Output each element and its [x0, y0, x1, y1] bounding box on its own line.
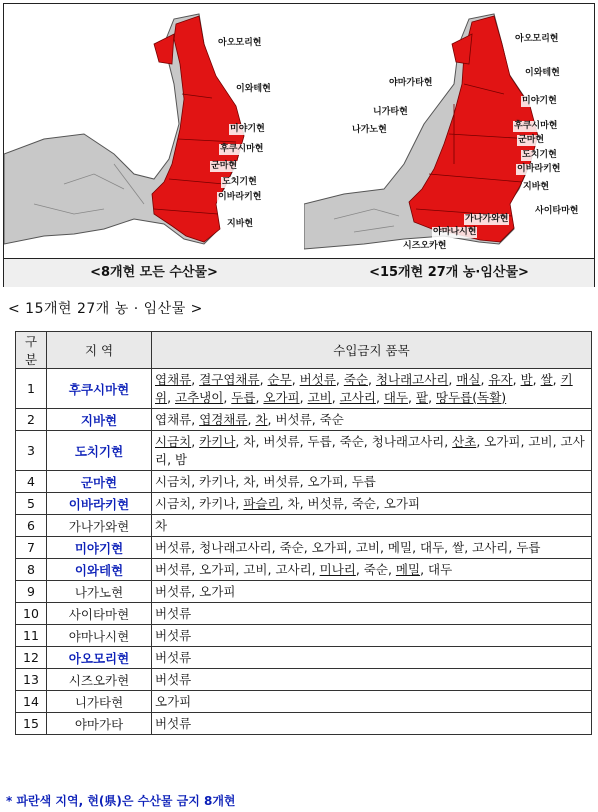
item-text: 버섯류, 오가피 [155, 583, 236, 599]
item-text: 카키나 [199, 433, 236, 449]
row-items [152, 625, 592, 647]
item-text: 두릅 [231, 389, 256, 405]
map-label: 이와테현 [525, 68, 560, 78]
map-caption-left: <8개현 모든 수산물> [4, 258, 305, 287]
row-region: 도치기현 [47, 431, 152, 471]
row-region: 시즈오카현 [47, 669, 152, 691]
row-number: 6 [16, 515, 47, 537]
item-text: 오가피 [155, 693, 192, 709]
table-row [16, 581, 592, 603]
row-number: 15 [16, 713, 47, 735]
map-label: 군마현 [211, 161, 238, 171]
row-items [152, 581, 592, 603]
item-text: , [552, 371, 561, 387]
map-label: 시즈오카현 [403, 241, 447, 251]
map-label: 지바현 [523, 182, 550, 192]
map-label: 도치기현 [222, 177, 257, 187]
row-number: 3 [16, 431, 47, 471]
row-items [152, 713, 592, 735]
table-body [16, 369, 592, 735]
item-text: 고사리 [339, 389, 376, 405]
item-text: 죽순 [343, 371, 368, 387]
map-label: 가나가와현 [465, 214, 509, 224]
item-text: 고비 [307, 389, 332, 405]
item-text: 버섯류 [155, 627, 192, 643]
row-items [152, 431, 592, 471]
row-number: 13 [16, 669, 47, 691]
item-text: , 죽순, [355, 561, 396, 577]
item-text: 버섯류 [155, 715, 192, 731]
map-label: 아오모리현 [218, 38, 262, 48]
item-text: 엽채류 [155, 371, 192, 387]
row-items [152, 603, 592, 625]
row-items [152, 493, 592, 515]
row-region: 후쿠시마현 [47, 369, 152, 409]
item-text: 미나리 [319, 561, 356, 577]
map-label: 아오모리현 [515, 34, 559, 44]
item-text: 시금치 [155, 433, 192, 449]
item-text: , 차, 버섯류, 죽순, 오가피 [279, 495, 421, 511]
item-text: , [408, 389, 416, 405]
row-region: 사이타마현 [47, 603, 152, 625]
row-region: 니가타현 [47, 691, 152, 713]
item-text: 팥 [416, 389, 429, 405]
row-region: 미야기현 [47, 537, 152, 559]
item-text: 엽경채류 [199, 411, 248, 427]
row-number: 12 [16, 647, 47, 669]
map-label: 후쿠시마현 [514, 121, 558, 131]
item-text: 파슬리 [243, 495, 280, 511]
item-text: 키위 [155, 371, 573, 405]
item-text: , [532, 371, 541, 387]
table-subtitle: < 15개현 27개 농 · 임산물 > [8, 301, 203, 317]
item-text: 산초 [452, 433, 477, 449]
table-row [16, 603, 592, 625]
table-row [16, 431, 592, 471]
row-number: 14 [16, 691, 47, 713]
row-region: 이와테현 [47, 559, 152, 581]
row-items [152, 559, 592, 581]
item-text: 버섯류 [155, 671, 192, 687]
map-caption-right: <15개현 27개 농·임산물> [304, 258, 594, 287]
item-text: 메밀 [395, 561, 421, 577]
item-text: 버섯류, 오가피, 고비, 고사리, [155, 561, 320, 577]
map-label: 이와테현 [236, 84, 271, 94]
map-label: 니가타현 [373, 107, 408, 117]
table-row [16, 625, 592, 647]
row-region: 지바현 [47, 409, 152, 431]
row-region: 군마현 [47, 471, 152, 493]
row-number: 4 [16, 471, 47, 493]
item-text: 차 [155, 517, 168, 533]
header-items: 수입금지 품목 [152, 332, 592, 369]
table-row [16, 409, 592, 431]
item-text: 고추냉이 [175, 389, 224, 405]
item-text: 차 [255, 411, 268, 427]
item-text: 오가피 [263, 389, 300, 405]
table-row [16, 369, 592, 409]
item-text: , [428, 389, 437, 405]
map-label: 지바현 [227, 219, 254, 229]
map-label: 야마가타현 [389, 78, 433, 88]
map-label: 미야기현 [230, 124, 265, 134]
item-text: 밤 [520, 371, 533, 387]
row-number: 9 [16, 581, 47, 603]
map-label: 사이타마현 [535, 206, 579, 216]
item-text: , 차, 버섯류, 두릅, 죽순, 청나래고사리, [235, 433, 453, 449]
row-items [152, 515, 592, 537]
item-text: 순무 [267, 371, 292, 387]
item-text: , [480, 371, 489, 387]
row-items [152, 647, 592, 669]
footnote: * 파란색 지역, 현(県)은 수산물 금지 8개현 [6, 794, 236, 808]
row-items [152, 691, 592, 713]
map-panel [3, 3, 595, 287]
item-text: 대두 [383, 389, 409, 405]
map-label: 이바라키현 [517, 164, 561, 174]
item-text: , 오가피, 고비, 고사리, 밤 [155, 433, 585, 467]
item-text: , [255, 389, 264, 405]
item-text: 결구엽채류 [199, 371, 260, 387]
item-text: 시금치, 카키나, [155, 495, 244, 511]
table-row [16, 493, 592, 515]
item-text: , [167, 389, 176, 405]
row-number: 8 [16, 559, 47, 581]
item-text: , [191, 371, 200, 387]
item-text: 매실 [456, 371, 481, 387]
map-label: 이바라키현 [218, 192, 262, 202]
table-row [16, 669, 592, 691]
item-text: , [375, 389, 384, 405]
row-items [152, 409, 592, 431]
row-items [152, 471, 592, 493]
header-region: 지 역 [47, 332, 152, 369]
map-15-prefectures [304, 4, 594, 258]
row-number: 2 [16, 409, 47, 431]
item-text: 버섯류 [155, 649, 192, 665]
map-label: 나가노현 [352, 125, 387, 135]
map-label: 야마나시현 [433, 227, 477, 237]
item-text: 버섯류 [155, 605, 192, 621]
item-text: , [291, 371, 300, 387]
item-text: 쌀 [540, 371, 553, 387]
row-number: 5 [16, 493, 47, 515]
map-label: 도치기현 [522, 150, 557, 160]
item-text: 엽채류, [155, 411, 200, 427]
row-number: 1 [16, 369, 47, 409]
row-number: 11 [16, 625, 47, 647]
item-text: , 대두 [420, 561, 453, 577]
header-no: 구분 [16, 332, 47, 369]
item-text: , [512, 371, 521, 387]
item-text: , [247, 411, 256, 427]
map-label: 후쿠시마현 [220, 144, 264, 154]
map-label: 군마현 [518, 135, 545, 145]
table-header-row [16, 332, 592, 369]
item-text: , [299, 389, 308, 405]
row-region: 나가노현 [47, 581, 152, 603]
row-region: 가나가와현 [47, 515, 152, 537]
item-text: , [367, 371, 376, 387]
item-text: 청나래고사리 [375, 371, 449, 387]
table-row [16, 691, 592, 713]
item-text: , [191, 433, 200, 449]
map-8-prefectures [4, 4, 305, 258]
row-items [152, 369, 592, 409]
item-text: , [448, 371, 457, 387]
map-label: 미야기현 [522, 96, 557, 106]
item-text: , [331, 389, 340, 405]
import-ban-table [15, 331, 592, 735]
item-text: 버섯류 [299, 371, 336, 387]
item-text: , [335, 371, 344, 387]
row-region: 야마가타 [47, 713, 152, 735]
item-text: 버섯류, 청나래고사리, 죽순, 오가피, 고비, 메밀, 대두, 쌀, 고사리, 두릅 [155, 539, 541, 555]
table-row [16, 713, 592, 735]
item-text: , [259, 371, 268, 387]
table-row [16, 515, 592, 537]
item-text: , 버섯류, 죽순 [267, 411, 344, 427]
row-number: 7 [16, 537, 47, 559]
row-region: 이바라키현 [47, 493, 152, 515]
item-text: 땅두릅(독활) [436, 389, 507, 405]
item-text: , [223, 389, 232, 405]
item-text: 시금치, 카키나, 차, 버섯류, 오가피, 두릅 [155, 473, 376, 489]
item-text: 유자 [488, 371, 513, 387]
row-region: 아오모리현 [47, 647, 152, 669]
table-row [16, 537, 592, 559]
table-row [16, 559, 592, 581]
table-row [16, 647, 592, 669]
row-region: 야마나시현 [47, 625, 152, 647]
row-number: 10 [16, 603, 47, 625]
row-items [152, 669, 592, 691]
table-row [16, 471, 592, 493]
row-items [152, 537, 592, 559]
